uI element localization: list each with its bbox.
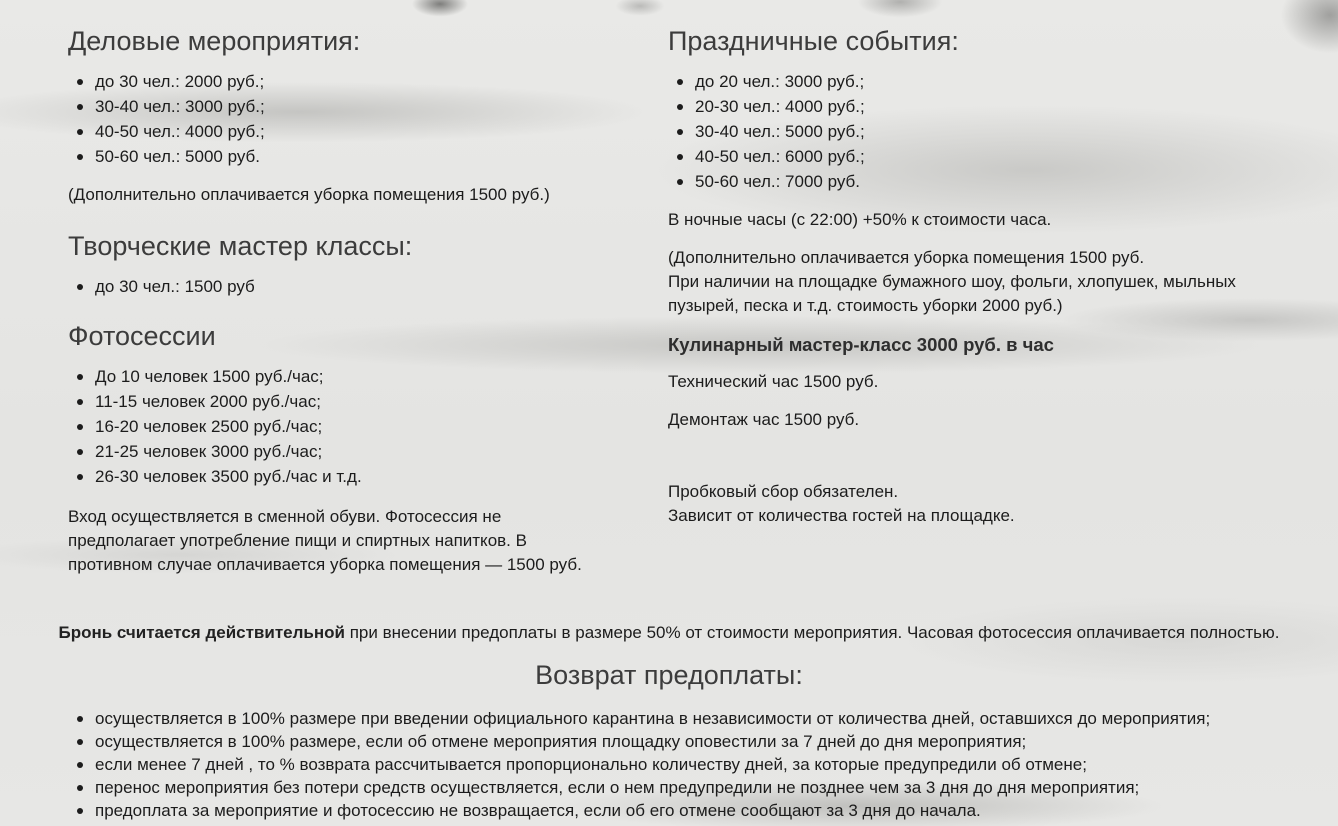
- section-title-refund: Возврат предоплаты:: [535, 660, 803, 690]
- section-title-photo-sessions: Фотосессии: [68, 321, 216, 351]
- list-item: до 30 чел.: 2000 руб.;: [74, 69, 668, 94]
- list-item: 50-60 чел.: 5000 руб.: [74, 144, 668, 169]
- list-item: 40-50 чел.: 6000 руб.;: [674, 144, 1278, 169]
- left-column: [68, 20, 668, 587]
- business-price-list: [68, 69, 668, 169]
- photo-rules-note: Вход осуществляется в сменной обуви. Фотосессия не предполагает употребление пищи и спиртных напитков. В противном случае оплачивается уборка помещения — 1500 руб.: [68, 507, 582, 574]
- section-title-holiday-events: Праздничные события:: [668, 26, 959, 56]
- cork-line1: Пробковый сбор обязателен.: [668, 482, 899, 501]
- creative-price-list: [68, 274, 668, 299]
- refund-conditions-list: [55, 707, 1283, 822]
- booking-condition-rest: при внесении предоплаты в размере 50% от стоимости мероприятия. Часовая фотосессия оплачивается полностью.: [344, 623, 1280, 642]
- section-title-business-events: Деловые мероприятия:: [68, 26, 361, 56]
- right-column: [668, 20, 1278, 587]
- list-item: до 30 чел.: 1500 руб: [74, 274, 668, 299]
- cork-line2: Зависит от количества гостей на площадке.: [668, 506, 1015, 525]
- booking-condition-bold: Бронь считается действительной: [58, 623, 345, 642]
- list-item: осуществляется в 100% размере, если об отмене мероприятия площадку оповестили за 7 дней до дня мероприятия;: [75, 730, 1283, 753]
- list-item: предоплата за мероприятие и фотосессию не возвращается, если об его отмене сообщают за 3 дня до начала.: [75, 799, 1283, 822]
- list-item: 21-25 человек 3000 руб./час;: [74, 439, 668, 464]
- footer-area: [0, 621, 1338, 822]
- culinary-masterclass-line: Кулинарный мастер-класс 3000 руб. в час: [668, 334, 1054, 355]
- list-item: осуществляется в 100% размере при введении официального карантина в независимости от количества дней, оставшихся до мероприятия;: [75, 707, 1283, 730]
- cork-fee-note: [668, 480, 1278, 528]
- list-item: 20-30 чел.: 4000 руб.;: [674, 94, 1278, 119]
- technical-hour-line: Технический час 1500 руб.: [668, 372, 879, 391]
- section-title-creative-classes: Творческие мастер классы:: [68, 231, 413, 261]
- dismantle-hour-line: Демонтаж час 1500 руб.: [668, 410, 860, 429]
- list-item: 16-20 человек 2500 руб./час;: [74, 414, 668, 439]
- list-item: до 20 чел.: 3000 руб.;: [674, 69, 1278, 94]
- list-item: 40-50 чел.: 4000 руб.;: [74, 119, 668, 144]
- list-item: 50-60 чел.: 7000 руб.: [674, 169, 1278, 194]
- holiday-cleaning-note: [668, 246, 1278, 318]
- night-hours-note: В ночные часы (с 22:00) +50% к стоимости часа.: [668, 210, 1052, 229]
- list-item: 30-40 чел.: 3000 руб.;: [74, 94, 668, 119]
- list-item: перенос мероприятия без потери средств осуществляется, если о нем предупредили не позднее чем за 3 дня до дня мероприятия;: [75, 776, 1283, 799]
- business-cleaning-note: (Дополнительно оплачивается уборка помещения 1500 руб.): [68, 185, 550, 204]
- list-item: если менее 7 дней , то % возврата рассчитывается пропорционально количеству дней, за которые предупредили об отмене;: [75, 753, 1283, 776]
- holiday-price-list: [668, 69, 1278, 194]
- list-item: 30-40 чел.: 5000 руб.;: [674, 119, 1278, 144]
- cleaning-note-line2: При наличии на площадке бумажного шоу, фольги, хлопушек, мыльных пузырей, песка и т.д. стоимость уборки 2000 руб.): [668, 272, 1236, 315]
- booking-condition-line: [55, 621, 1283, 644]
- list-item: 26-30 человек 3500 руб./час и т.д.: [74, 464, 668, 489]
- list-item: 11-15 человек 2000 руб./час;: [74, 389, 668, 414]
- photo-price-list: [68, 364, 668, 489]
- cleaning-note-line1: (Дополнительно оплачивается уборка помещения 1500 руб.: [668, 248, 1145, 267]
- list-item: До 10 человек 1500 руб./час;: [74, 364, 668, 389]
